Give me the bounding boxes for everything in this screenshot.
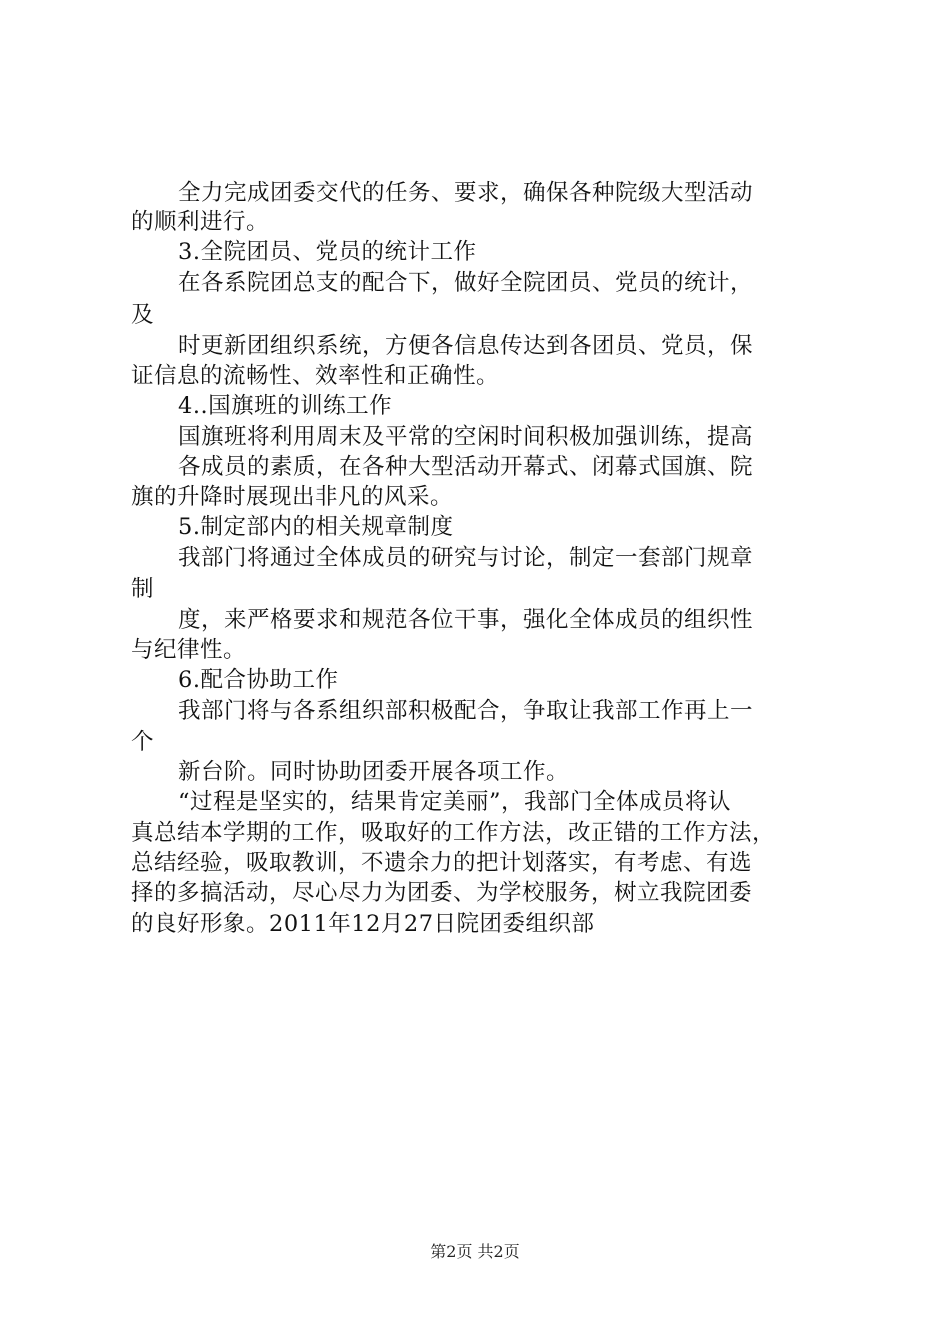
body-line: “过程是坚实的，结果肯定美丽”，我部门全体成员将认 — [178, 789, 732, 815]
body-line: 国旗班将利用周末及平常的空闲时间积极加强训练，提高 — [178, 424, 754, 450]
body-line: 我部门将通过全体成员的研究与讨论，制定一套部门规章 — [178, 545, 754, 571]
body-line: 及 — [131, 302, 155, 328]
section-heading: 4..国旗班的训练工作 — [178, 393, 393, 419]
body-line: 度，来严格要求和规范各位干事，强化全体成员的组织性 — [178, 607, 754, 633]
body-line: 在各系院团总支的配合下，做好全院团员、党员的统计， — [178, 270, 754, 296]
body-line: 旗的升降时展现出非凡的风采。 — [131, 484, 454, 510]
body-line: 全力完成团委交代的任务、要求，确保各种院级大型活动 — [178, 180, 754, 206]
body-line: 择的多搞活动，尽心尽力为团委、为学校服务，树立我院团委 — [131, 880, 753, 906]
body-line: 证信息的流畅性、效率性和正确性。 — [131, 363, 500, 389]
body-line: 个 — [131, 729, 155, 755]
section-heading: 3.全院团员、党员的统计工作 — [178, 239, 477, 265]
body-line: 我部门将与各系组织部积极配合，争取让我部工作再上一 — [178, 698, 754, 724]
body-line: 新台阶。同时协助团委开展各项工作。 — [178, 759, 570, 785]
body-line: 的良好形象。2011年12月27日院团委组织部 — [131, 911, 595, 937]
section-heading: 5.制定部内的相关规章制度 — [178, 514, 454, 540]
body-line: 各成员的素质，在各种大型活动开幕式、闭幕式国旗、院 — [178, 454, 754, 480]
body-line: 与纪律性。 — [131, 637, 247, 663]
page-number-footer: 第2页 共2页 — [430, 1242, 520, 1261]
body-line: 时更新团组织系统，方便各信息传达到各团员、党员，保 — [178, 333, 754, 359]
body-line: 总结经验，吸取教训，不遗余力的把计划落实，有考虑、有选 — [131, 850, 753, 876]
body-line: 制 — [131, 576, 155, 602]
section-heading: 6.配合协助工作 — [178, 667, 339, 693]
body-line: 的顺利进行。 — [131, 209, 270, 235]
body-line: 真总结本学期的工作，吸取好的工作方法，改正错的工作方法， — [131, 820, 776, 846]
